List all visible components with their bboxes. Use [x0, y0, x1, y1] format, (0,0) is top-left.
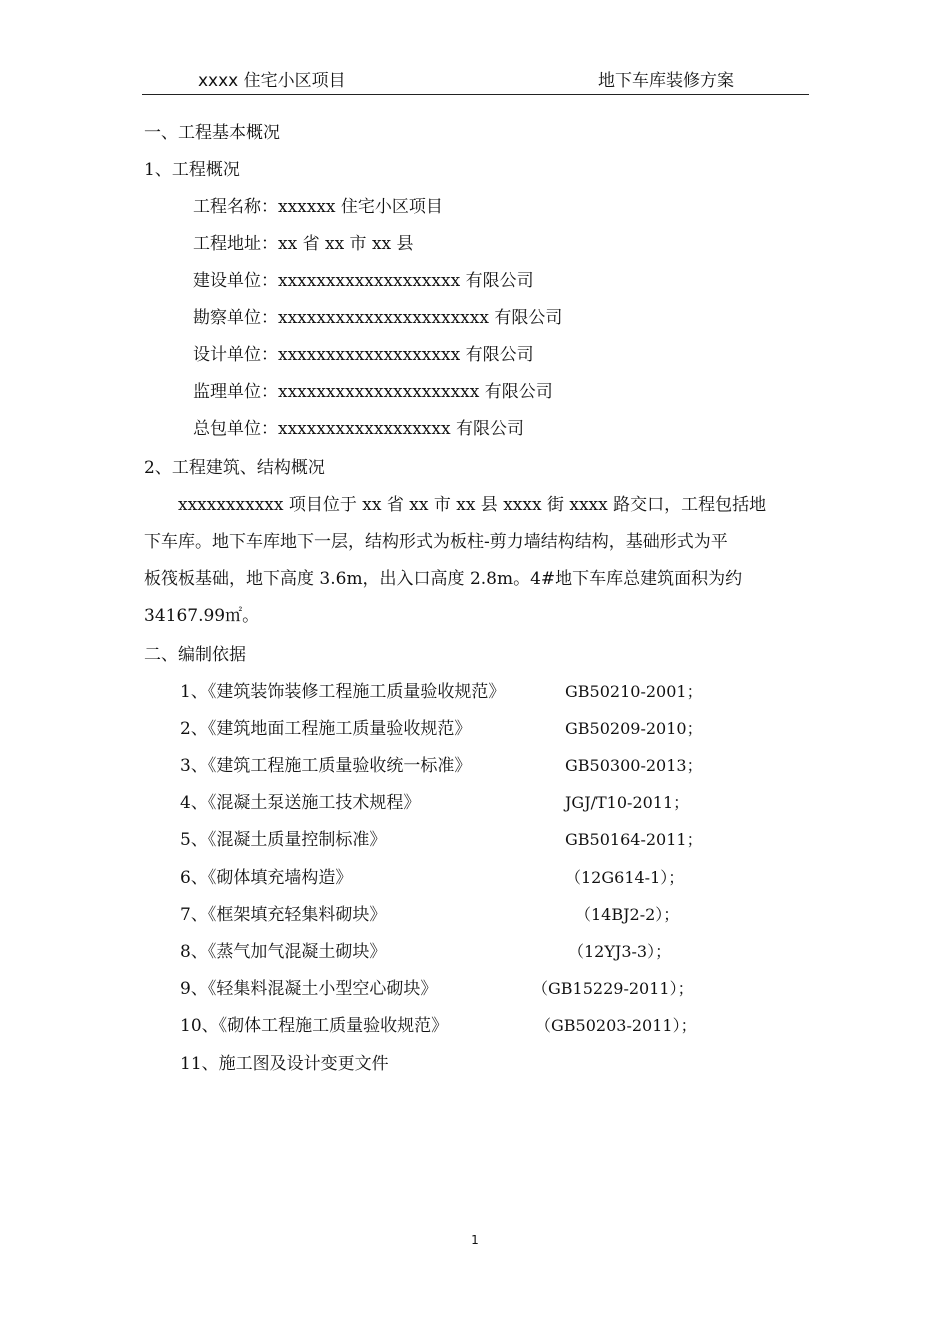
paragraph-line: xxxxxxxxxxx 项目位于 xx 省 xx 市 xx 县 xxxx 街 xxxx 路交口，工程包括地 — [144, 495, 767, 515]
reference-code: GB50210-2001； — [565, 682, 703, 701]
header-divider — [142, 94, 809, 95]
reference-title: 5、《混凝土质量控制标准》 — [180, 830, 387, 850]
paragraph-line: 板筏板基础，地下高度 3.6m，出入口高度 2.8m。4#地下车库总建筑面积为约 — [144, 569, 743, 589]
reference-title: 4、《混凝土泵送施工技术规程》 — [180, 793, 421, 813]
paragraph-line: 34167.99㎡。 — [144, 606, 260, 626]
reference-code: （12YJ3-3）； — [568, 942, 672, 961]
paragraph-line: 下车库。地下车库地下一层，结构形式为板柱-剪力墙结构结构，基础形式为平 — [144, 532, 728, 552]
reference-title: 2、《建筑地面工程施工质量验收规范》 — [180, 719, 472, 739]
section-heading-basis: 二、编制依据 — [144, 645, 246, 665]
reference-code: GB50164-2011； — [565, 830, 703, 849]
header-project-name: xxxx 住宅小区项目 — [198, 71, 346, 91]
reference-title: 7、《框架填充轻集料砌块》 — [180, 905, 387, 925]
reference-code: （GB50203-2011）； — [535, 1016, 697, 1035]
reference-title: 3、《建筑工程施工质量验收统一标准》 — [180, 756, 472, 776]
page-number: 1 — [471, 1233, 479, 1247]
reference-title: 1、《建筑装饰装修工程施工质量验收规范》 — [180, 682, 506, 702]
reference-code: （12G614-1）； — [565, 868, 685, 887]
subsection-heading-structure: 2、工程建筑、结构概况 — [144, 458, 325, 478]
header-document-title: 地下车库装修方案 — [598, 71, 734, 91]
reference-code: （GB15229-2011）； — [532, 979, 694, 998]
info-supervision-unit: 监理单位：xxxxxxxxxxxxxxxxxxxxx 有限公司 — [193, 382, 553, 402]
reference-title: 11、施工图及设计变更文件 — [180, 1054, 389, 1074]
section-heading-overview: 一、工程基本概况 — [144, 123, 280, 143]
reference-title: 10、《砌体工程施工质量验收规范》 — [180, 1016, 449, 1036]
structure-paragraph — [144, 487, 808, 635]
info-construction-unit: 建设单位：xxxxxxxxxxxxxxxxxxx 有限公司 — [193, 271, 534, 291]
info-project-address: 工程地址：xx 省 xx 市 xx 县 — [193, 234, 414, 254]
reference-code: （14BJ2-2）； — [575, 905, 680, 924]
reference-code: GB50300-2013； — [565, 756, 703, 775]
subsection-heading-project-overview: 1、工程概况 — [144, 160, 240, 180]
info-general-contractor: 总包单位：xxxxxxxxxxxxxxxxxx 有限公司 — [193, 419, 524, 439]
reference-title: 8、《蒸气加气混凝土砌块》 — [180, 942, 387, 962]
info-survey-unit: 勘察单位：xxxxxxxxxxxxxxxxxxxxxx 有限公司 — [193, 308, 563, 328]
reference-title: 9、《轻集料混凝土小型空心砌块》 — [180, 979, 438, 999]
reference-title: 6、《砌体填充墙构造》 — [180, 868, 353, 888]
reference-code: JGJ/T10-2011； — [565, 793, 690, 812]
reference-code: GB50209-2010； — [565, 719, 703, 738]
info-design-unit: 设计单位：xxxxxxxxxxxxxxxxxxx 有限公司 — [193, 345, 534, 365]
info-project-name: 工程名称：xxxxxx 住宅小区项目 — [193, 197, 443, 217]
